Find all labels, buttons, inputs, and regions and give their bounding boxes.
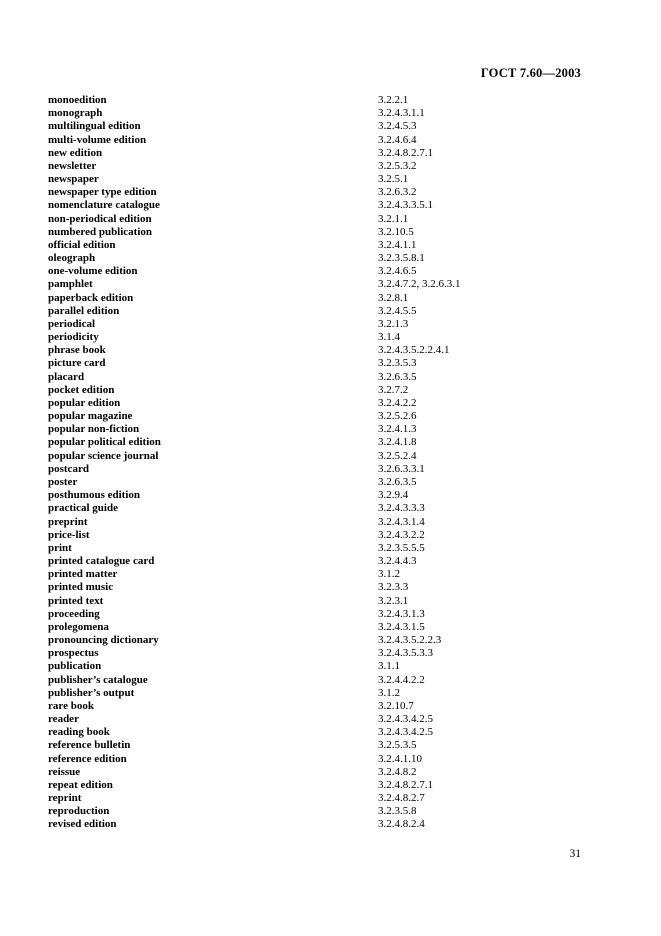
index-entry [48,779,588,792]
index-section-ref: 3.2.4.3.2.2 [378,528,425,541]
index-entry [48,766,588,779]
index-term: publication [48,660,102,673]
index-term: practical guide [48,502,118,515]
index-section-ref: 3.2.4.8.2.7.1 [378,146,433,159]
index-entry [48,134,588,147]
index-entry [48,371,588,384]
index-term: pocket edition [48,383,115,396]
index-entry [48,120,588,133]
index-term: postcard [48,462,89,475]
index-section-ref: 3.1.2 [378,568,400,581]
index-term: new edition [48,146,103,159]
index-entry [48,529,588,542]
index-term: picture card [48,357,106,370]
index-section-ref: 3.2.4.6.4 [378,133,417,146]
index-term: parallel edition [48,304,120,317]
index-term: monoedition [48,94,107,106]
index-section-ref: 3.2.3.1 [378,594,409,607]
index-section-ref: 3.2.4.8.2.7.1 [378,778,433,791]
index-entry [48,436,588,449]
index-section-ref: 3.2.2.1 [378,94,409,106]
index-entry [48,726,588,739]
index-entry [48,410,588,423]
index-section-ref: 3.2.6.3.5 [378,475,417,488]
index-term: popular political edition [48,436,161,449]
index-term: periodical [48,317,96,330]
index-section-ref: 3.2.4.3.4.2.5 [378,726,433,739]
index-term: pamphlet [48,278,93,291]
index-entry [48,199,588,212]
index-term: reissue [48,765,81,778]
index-entry [48,818,588,831]
index-entry [48,318,588,331]
index-section-ref: 3.2.10.5 [378,225,414,238]
index-entry [48,226,588,239]
index-entry [48,305,588,318]
index-section-ref: 3.2.3.3 [378,581,409,594]
index-section-ref: 3.2.4.8.2.7 [378,792,425,805]
index-entry [48,516,588,529]
index-section-ref: 3.2.4.2.2 [378,396,417,409]
index-entry [48,292,588,305]
index-section-ref: 3.2.4.8.2.4 [378,818,425,831]
index-term: numbered publication [48,225,153,238]
index-entry [48,753,588,766]
index-section-ref: 3.2.4.3.1.4 [378,515,425,528]
index-term: phrase book [48,344,106,357]
index-term: non-periodical edition [48,212,152,225]
index-section-ref: 3.2.4.1.3 [378,423,417,436]
index-entry [48,542,588,555]
index-section-ref: 3.2.8.1 [378,291,409,304]
index-section-ref: 3.2.1.1 [378,212,409,225]
index-section-ref: 3.2.4.1.1 [378,238,417,251]
index-term: monograph [48,107,103,120]
index-term: reference edition [48,752,127,765]
term-index-list [48,94,588,832]
index-section-ref: 3.1.4 [378,331,400,344]
index-entry [48,331,588,344]
index-entry [48,213,588,226]
index-entry [48,344,588,357]
index-term: reference bulletin [48,739,131,752]
index-entry [48,805,588,818]
index-section-ref: 3.2.10.7 [378,699,414,712]
index-entry [48,700,588,713]
index-section-ref: 3.2.3.5.8.1 [378,252,425,265]
index-section-ref: 3.2.5.2.4 [378,449,417,462]
index-section-ref: 3.2.5.1 [378,173,409,186]
index-term: publisher’s catalogue [48,673,148,686]
index-term: newspaper type edition [48,186,157,199]
index-section-ref: 3.2.4.3.4.2.5 [378,713,433,726]
index-section-ref: 3.2.6.3.3.1 [378,462,425,475]
index-term: prolegomena [48,620,109,633]
document-header: ГОСТ 7.60—2003 [480,66,581,80]
index-term: poster [48,475,78,488]
index-section-ref: 3.2.4.5.5 [378,304,417,317]
index-term: multi-volume edition [48,133,147,146]
index-entry [48,713,588,726]
index-term: reading book [48,726,110,739]
index-entry [48,384,588,397]
index-section-ref: 3.2.4.8.2 [378,765,417,778]
index-section-ref: 3.2.4.7.2, 3.2.6.3.1 [378,278,461,291]
index-term: reader [48,713,79,726]
index-section-ref: 3.2.4.4.2.2 [378,673,425,686]
index-term: one-volume edition [48,265,138,278]
index-term: nomenclature catalogue [48,199,160,212]
index-section-ref: 3.2.4.1.10 [378,752,422,765]
index-term: popular magazine [48,410,133,423]
index-entry [48,568,588,581]
index-section-ref: 3.2.4.6.5 [378,265,417,278]
index-section-ref: 3.2.4.3.3.5.1 [378,199,433,212]
index-term: oleograph [48,252,96,265]
index-entry [48,94,588,107]
index-section-ref: 3.2.7.2 [378,383,409,396]
index-entry [48,739,588,752]
index-entry [48,278,588,291]
index-entry [48,595,588,608]
index-entry [48,489,588,502]
index-term: printed matter [48,568,118,581]
index-term: repeat edition [48,778,113,791]
index-entry [48,476,588,489]
index-term: multilingual edition [48,120,141,133]
page-number: 31 [569,848,581,860]
index-entry [48,687,588,700]
index-term: popular edition [48,396,121,409]
index-entry [48,107,588,120]
index-term: placard [48,370,85,383]
index-section-ref: 3.2.4.3.5.2.2.3 [378,634,442,647]
index-entry [48,173,588,186]
index-section-ref: 3.2.4.3.3.3 [378,502,425,515]
index-entry [48,463,588,476]
index-section-ref: 3.2.4.3.1.5 [378,620,425,633]
index-section-ref: 3.2.3.5.3 [378,357,417,370]
index-term: rare book [48,699,94,712]
index-section-ref: 3.2.4.5.3 [378,120,417,133]
index-entry [48,186,588,199]
index-section-ref: 3.2.4.1.8 [378,436,417,449]
index-section-ref: 3.2.4.3.1.3 [378,607,425,620]
index-term: paperback edition [48,291,134,304]
index-term: reproduction [48,805,110,818]
index-term: popular science journal [48,449,159,462]
index-entry [48,450,588,463]
index-section-ref: 3.2.9.4 [378,489,409,502]
index-entry [48,647,588,660]
index-term: prospectus [48,647,99,660]
index-entry [48,660,588,673]
index-entry [48,502,588,515]
index-term: printed text [48,594,104,607]
index-entry [48,608,588,621]
index-section-ref: 3.2.5.3.2 [378,159,417,172]
index-term: preprint [48,515,88,528]
index-entry [48,634,588,647]
index-section-ref: 3.2.4.3.1.1 [378,107,425,120]
index-entry [48,555,588,568]
index-section-ref: 3.1.2 [378,686,400,699]
index-term: revised edition [48,818,117,831]
index-section-ref: 3.2.1.3 [378,317,409,330]
index-section-ref: 3.2.4.3.5.2.2.4.1 [378,344,450,357]
index-term: publisher’s output [48,686,135,699]
index-entry [48,621,588,634]
index-entry [48,147,588,160]
index-term: printed catalogue card [48,555,155,568]
index-entry [48,423,588,436]
index-term: newspaper [48,173,99,186]
index-term: newsletter [48,159,97,172]
index-section-ref: 3.1.1 [378,660,400,673]
index-entry [48,674,588,687]
index-section-ref: 3.2.6.3.5 [378,370,417,383]
index-entry [48,252,588,265]
index-term: price-list [48,528,90,541]
index-entry [48,357,588,370]
index-term: pronouncing dictionary [48,634,159,647]
index-term: periodicity [48,331,99,344]
index-section-ref: 3.2.6.3.2 [378,186,417,199]
index-term: official edition [48,238,116,251]
index-section-ref: 3.2.5.3.5 [378,739,417,752]
index-section-ref: 3.2.3.5.8 [378,805,417,818]
index-term: printed music [48,581,114,594]
index-entry [48,239,588,252]
index-entry [48,792,588,805]
index-entry [48,265,588,278]
index-section-ref: 3.2.5.2.6 [378,410,417,423]
index-section-ref: 3.2.4.3.5.3.3 [378,647,433,660]
index-entry [48,160,588,173]
index-term: reprint [48,792,82,805]
index-term: print [48,541,72,554]
index-entry [48,397,588,410]
index-entry [48,581,588,594]
index-term: proceeding [48,607,100,620]
index-term: popular non-fiction [48,423,140,436]
index-section-ref: 3.2.4.4.3 [378,555,417,568]
index-term: posthumous edition [48,489,141,502]
index-section-ref: 3.2.3.5.5.5 [378,541,425,554]
